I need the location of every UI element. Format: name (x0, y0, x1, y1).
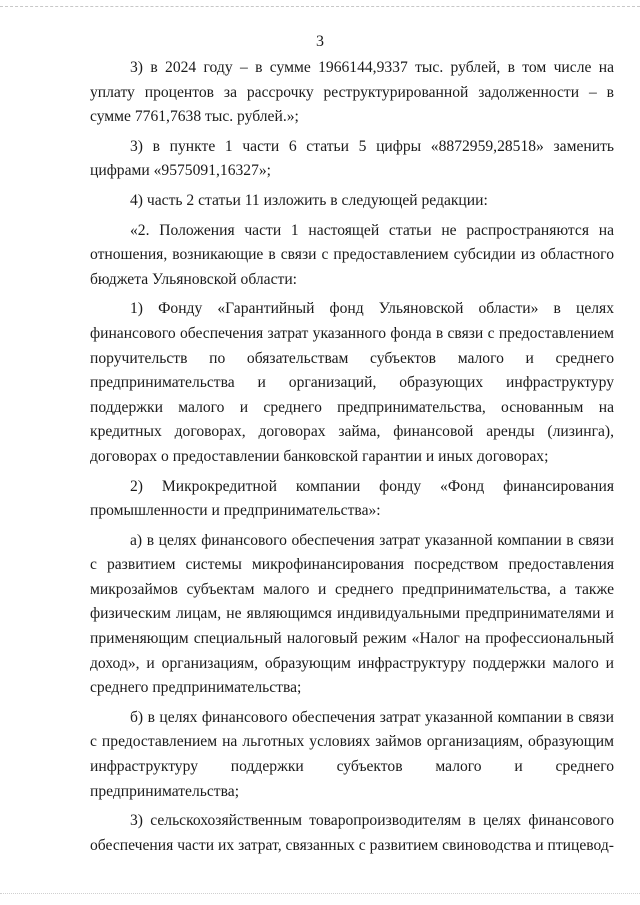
page-number: 3 (316, 33, 324, 50)
paragraph-item-1-guarantee-fund: 1) Фонду «Гарантийный фонд Ульяновской области» в целях финансового обеспечения затрат указанного фонда в связи с предоставлением поручительств по обязательствам субъектов малого и среднего предпринимательства и организаций, образующих инфраструктуру поддержки малого и среднего предпринимательства, основанным на кредитных договорах, договорах займа, финансовой аренды (лизинга), договорах о предоставлении банковской гарантии и иных договорах; (90, 300, 614, 465)
paragraph-part2-heading: «2. Положения части 1 настоящей статьи не распространяются на отношения, возникающие в связи с предоставлением субсидии из областного бюджета Ульяновской области: (90, 221, 614, 288)
paragraph-item-2-microcredit: 2) Микрокредитной компании фонду «Фонд финансирования промышленности и предпринимательства»: (90, 477, 614, 520)
paragraph-subitem-b: б) в целях финансового обеспечения затрат указанной компании в связи с предоставлением на льготных условиях займов организациям, образующим инфраструктуру поддержки субъектов малого и среднего предпринимательства; (90, 708, 614, 800)
document-body (90, 56, 614, 858)
paragraph-article11-intro: 4) часть 2 статьи 11 изложить в следующей редакции: (130, 191, 488, 209)
paragraph-article5-amendment: 3) в пункте 1 части 6 статьи 5 цифры «8872959,28518» заменить цифрами «9575091,16327»; (90, 137, 614, 180)
scan-edge-bottom (0, 893, 640, 894)
paragraph-2024-sum: 3) в 2024 году – в сумме 1966144,9337 тыс. рублей, в том числе на уплату процентов за рассрочку реструктурированной задолженности – в сумме 7761,7638 тыс. рублей.»; (90, 59, 614, 126)
paragraph-item-3-agriculture: 3) сельскохозяйственным товаропроизводителям в целях финансового обеспечения части их затрат, связанных с развитием свиноводства и птицевод- (90, 812, 614, 854)
paragraph-subitem-a: а) в целях финансового обеспечения затрат указанной компании в связи с развитием системы микрофинансирования посредством предоставления микрозаймов субъектам малого и среднего предпринимательства, а также физическим лицам, не являющимся индивидуальными предпринимателями и применяющим специальный налоговый режим «Налог на профессиональный доход», и организациям, образующим инфраструктуру поддержки малого и среднего предпринимательства; (90, 531, 614, 697)
scan-edge-top (0, 6, 640, 7)
